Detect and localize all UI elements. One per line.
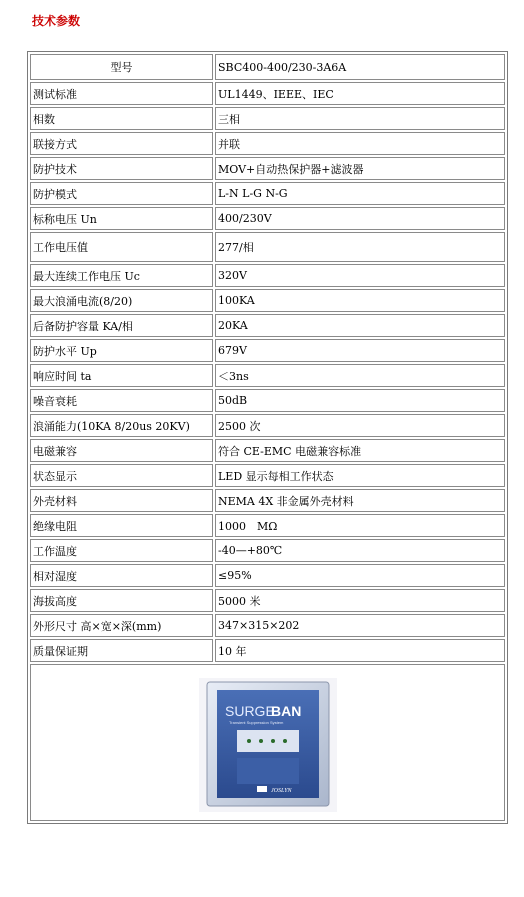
row-label: 状态显示 bbox=[30, 464, 213, 487]
row-value: 2500 次 bbox=[215, 414, 505, 437]
row-label: 噪音衰耗 bbox=[30, 389, 213, 412]
maker-logo-text: JOSLYN bbox=[270, 787, 292, 794]
table-row bbox=[30, 107, 505, 130]
image-row bbox=[30, 664, 505, 821]
row-value: 679V bbox=[215, 339, 505, 362]
row-label: 相对湿度 bbox=[30, 564, 213, 587]
row-label: 测试标准 bbox=[30, 82, 213, 105]
row-value: -40—+80℃ bbox=[215, 539, 505, 562]
row-label: 海拔高度 bbox=[30, 589, 213, 612]
table-row bbox=[30, 264, 505, 287]
header-label-cell: 型号 bbox=[30, 54, 213, 80]
table-row bbox=[30, 132, 505, 155]
table-row bbox=[30, 207, 505, 230]
row-label: 联接方式 bbox=[30, 132, 213, 155]
row-value: UL1449、IEEE、IEC bbox=[215, 82, 505, 105]
row-value: 277/相 bbox=[215, 232, 505, 262]
row-label: 防护模式 bbox=[30, 182, 213, 205]
row-label: 最大浪涌电流(8/20) bbox=[30, 289, 213, 312]
table-row bbox=[30, 314, 505, 337]
row-label: 标称电压 Un bbox=[30, 207, 213, 230]
row-label: 质量保证期 bbox=[30, 639, 213, 662]
row-label: 防护技术 bbox=[30, 157, 213, 180]
header-value-cell: SBC400-400/230-3A6A bbox=[215, 54, 505, 80]
row-value: MOV+自动热保护器+滤波器 bbox=[215, 157, 505, 180]
table-row bbox=[30, 157, 505, 180]
brand-text-thin: SURGE bbox=[224, 702, 275, 719]
table-row bbox=[30, 464, 505, 487]
row-value: 符合 CE-EMC 电磁兼容标准 bbox=[215, 439, 505, 462]
row-label: 浪涌能力(10KA 8/20us 20KV) bbox=[30, 414, 213, 437]
table-header-row bbox=[30, 54, 505, 80]
row-value: 50dB bbox=[215, 389, 505, 412]
table-row bbox=[30, 539, 505, 562]
row-value: 10 年 bbox=[215, 639, 505, 662]
table-row bbox=[30, 589, 505, 612]
row-value: L-N L-G N-G bbox=[215, 182, 505, 205]
row-value: 20KA bbox=[215, 314, 505, 337]
table-row bbox=[30, 564, 505, 587]
table-row bbox=[30, 232, 505, 262]
row-value: ＜3ns bbox=[215, 364, 505, 387]
brand-text-bold: BAN bbox=[270, 702, 301, 719]
row-label: 防护水平 Up bbox=[30, 339, 213, 362]
table-row bbox=[30, 364, 505, 387]
table-row bbox=[30, 289, 505, 312]
table-row bbox=[30, 489, 505, 512]
table-row bbox=[30, 639, 505, 662]
row-value: 5000 米 bbox=[215, 589, 505, 612]
table-row bbox=[30, 439, 505, 462]
row-label: 最大连续工作电压 Uc bbox=[30, 264, 213, 287]
table-row bbox=[30, 414, 505, 437]
row-label: 绝缘电阻 bbox=[30, 514, 213, 537]
brand-subtitle: Transient Suppression System bbox=[228, 719, 283, 725]
row-label: 后备防护容量 KA/相 bbox=[30, 314, 213, 337]
row-value: 400/230V bbox=[215, 207, 505, 230]
row-label: 相数 bbox=[30, 107, 213, 130]
table-row bbox=[30, 182, 505, 205]
surgeban-product-photo bbox=[199, 678, 337, 812]
row-value: NEMA 4X 非金属外壳材料 bbox=[215, 489, 505, 512]
row-value: ≤95% bbox=[215, 564, 505, 587]
row-value: 100KA bbox=[215, 289, 505, 312]
page-title: 技术参数 bbox=[32, 14, 81, 28]
row-label: 电磁兼容 bbox=[30, 439, 213, 462]
row-value: 三相 bbox=[215, 107, 505, 130]
row-label: 响应时间 ta bbox=[30, 364, 213, 387]
row-value: 347×315×202 bbox=[215, 614, 505, 637]
table-row bbox=[30, 389, 505, 412]
table-row bbox=[30, 339, 505, 362]
row-label: 工作电压值 bbox=[30, 232, 213, 262]
row-value: 1000 MΩ bbox=[215, 514, 505, 537]
spec-table bbox=[27, 51, 508, 824]
row-label: 外形尺寸 高×宽×深(mm) bbox=[30, 614, 213, 637]
table-row bbox=[30, 82, 505, 105]
row-value: 320V bbox=[215, 264, 505, 287]
table-row bbox=[30, 514, 505, 537]
table-row bbox=[30, 614, 505, 637]
row-value: 并联 bbox=[215, 132, 505, 155]
row-label: 外壳材料 bbox=[30, 489, 213, 512]
row-value: LED 显示每相工作状态 bbox=[215, 464, 505, 487]
product-image-cell bbox=[30, 664, 505, 821]
row-label: 工作温度 bbox=[30, 539, 213, 562]
